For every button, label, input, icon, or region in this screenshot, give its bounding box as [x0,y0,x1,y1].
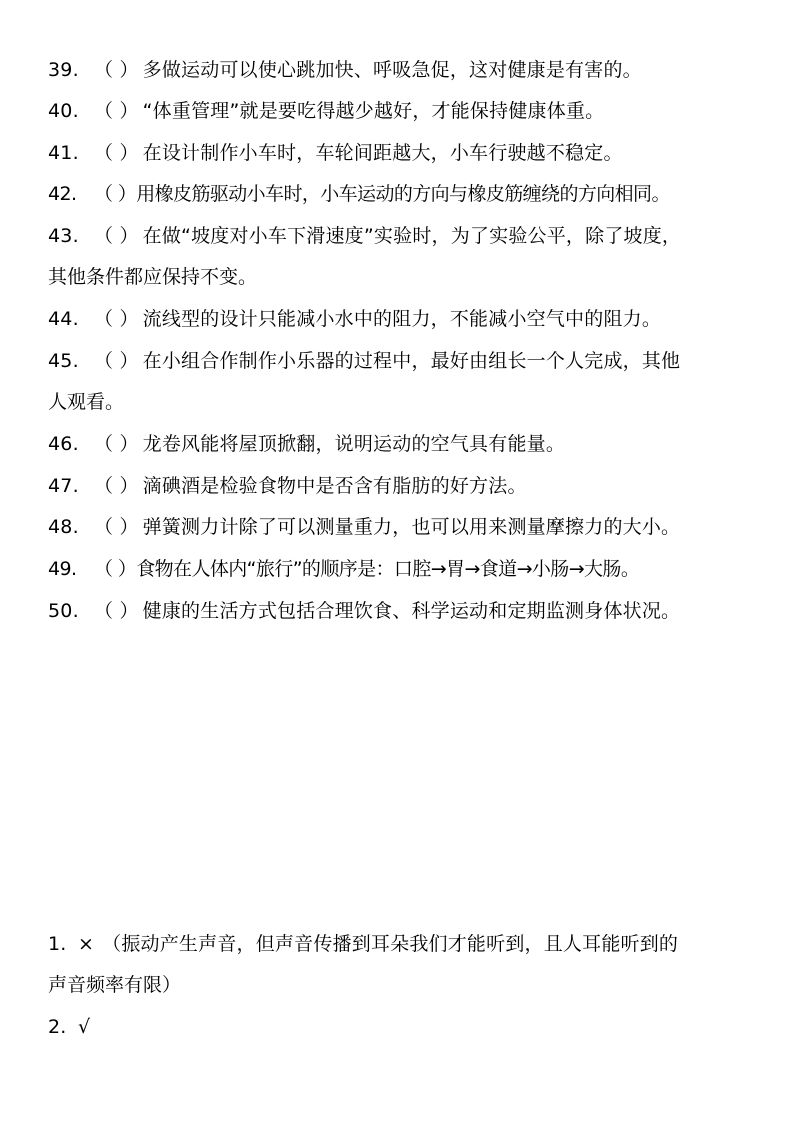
question-47 [48,474,750,498]
answer-mark: √ [78,1016,91,1038]
question-number: 46. [48,433,79,455]
question-number: 47. [48,475,79,497]
question-number: 41. [48,142,79,164]
question-43 [48,224,750,248]
question-text: 用橡皮筋驱动小车时，小车运动的方向与橡皮筋缠绕的方向相同。 [136,183,670,205]
question-text: 多做运动可以使心跳加快、呼吸急促，这对健康是有害的。 [142,59,642,81]
answer-blank: （ ） [94,59,139,81]
question-text: 滴碘酒是检验食物中是否含有脂肪的好方法。 [142,475,527,497]
answer-2 [48,1015,750,1039]
question-45-continued: 人观看。 [48,391,125,413]
question-text: 龙卷风能将屋顶掀翻，说明运动的空气具有能量。 [142,433,566,455]
answer-blank: （ ） [94,350,139,372]
answer-mark: × [78,933,95,955]
question-48 [48,515,750,539]
question-number: 45. [48,350,79,372]
answer-1 [48,932,750,956]
question-number: 42. [48,183,77,205]
question-number: 43. [48,225,79,247]
answer-blank: （ ） [94,600,139,622]
question-text: 健康的生活方式包括合理饮食、科学运动和定期监测身体状况。 [142,600,681,622]
question-text: 流线型的设计只能减小水中的阻力，不能减小空气中的阻力。 [142,308,662,330]
answer-blank: （ ） [94,183,137,205]
question-46 [48,432,750,456]
answer-number: 1. [48,933,67,955]
question-number: 50. [48,600,79,622]
answer-blank: （ ） [94,308,139,330]
question-43-continued: 其他条件都应保持不变。 [48,266,258,288]
question-49 [48,557,750,581]
answer-blank: （ ） [94,516,139,538]
question-50 [48,599,750,623]
question-text: 弹簧测力计除了可以测量重力，也可以用来测量摩擦力的大小。 [142,516,681,538]
answer-blank: （ ） [94,100,139,122]
question-number: 44. [48,308,79,330]
question-text: “体重管理”就是要吃得越少越好，才能保持健康体重。 [142,100,605,122]
answer-explanation: （振动产生声音，但声音传播到耳朵我们才能听到，且人耳能听到的 [102,933,679,955]
question-39 [48,58,750,82]
answer-blank: （ ） [94,433,139,455]
answer-blank: （ ） [94,142,139,164]
answer-blank: （ ） [94,475,139,497]
question-42 [48,182,750,206]
question-text: 在设计制作小车时，车轮间距越大，小车行驶越不稳定。 [142,142,623,164]
answer-blank: （ ） [94,558,137,580]
question-number: 49. [48,558,77,580]
question-text: 食物在人体内“旅行”的顺序是：口腔→胃→食道→小肠→大肠。 [136,558,640,580]
answer-blank: （ ） [94,225,139,247]
question-number: 39. [48,59,79,81]
question-44 [48,307,750,331]
question-number: 48. [48,516,79,538]
question-text: 在小组合作制作小乐器的过程中，最好由组长一个人完成，其他 [142,350,681,372]
answer-1-continued: 声音频率有限） [48,974,182,996]
question-45 [48,349,750,373]
answer-number: 2. [48,1016,67,1038]
question-40 [48,99,750,123]
question-number: 40. [48,100,79,122]
question-text: 在做“坡度对小车下滑速度”实验时，为了实验公平，除了坡度， [142,225,682,247]
question-41 [48,141,750,165]
